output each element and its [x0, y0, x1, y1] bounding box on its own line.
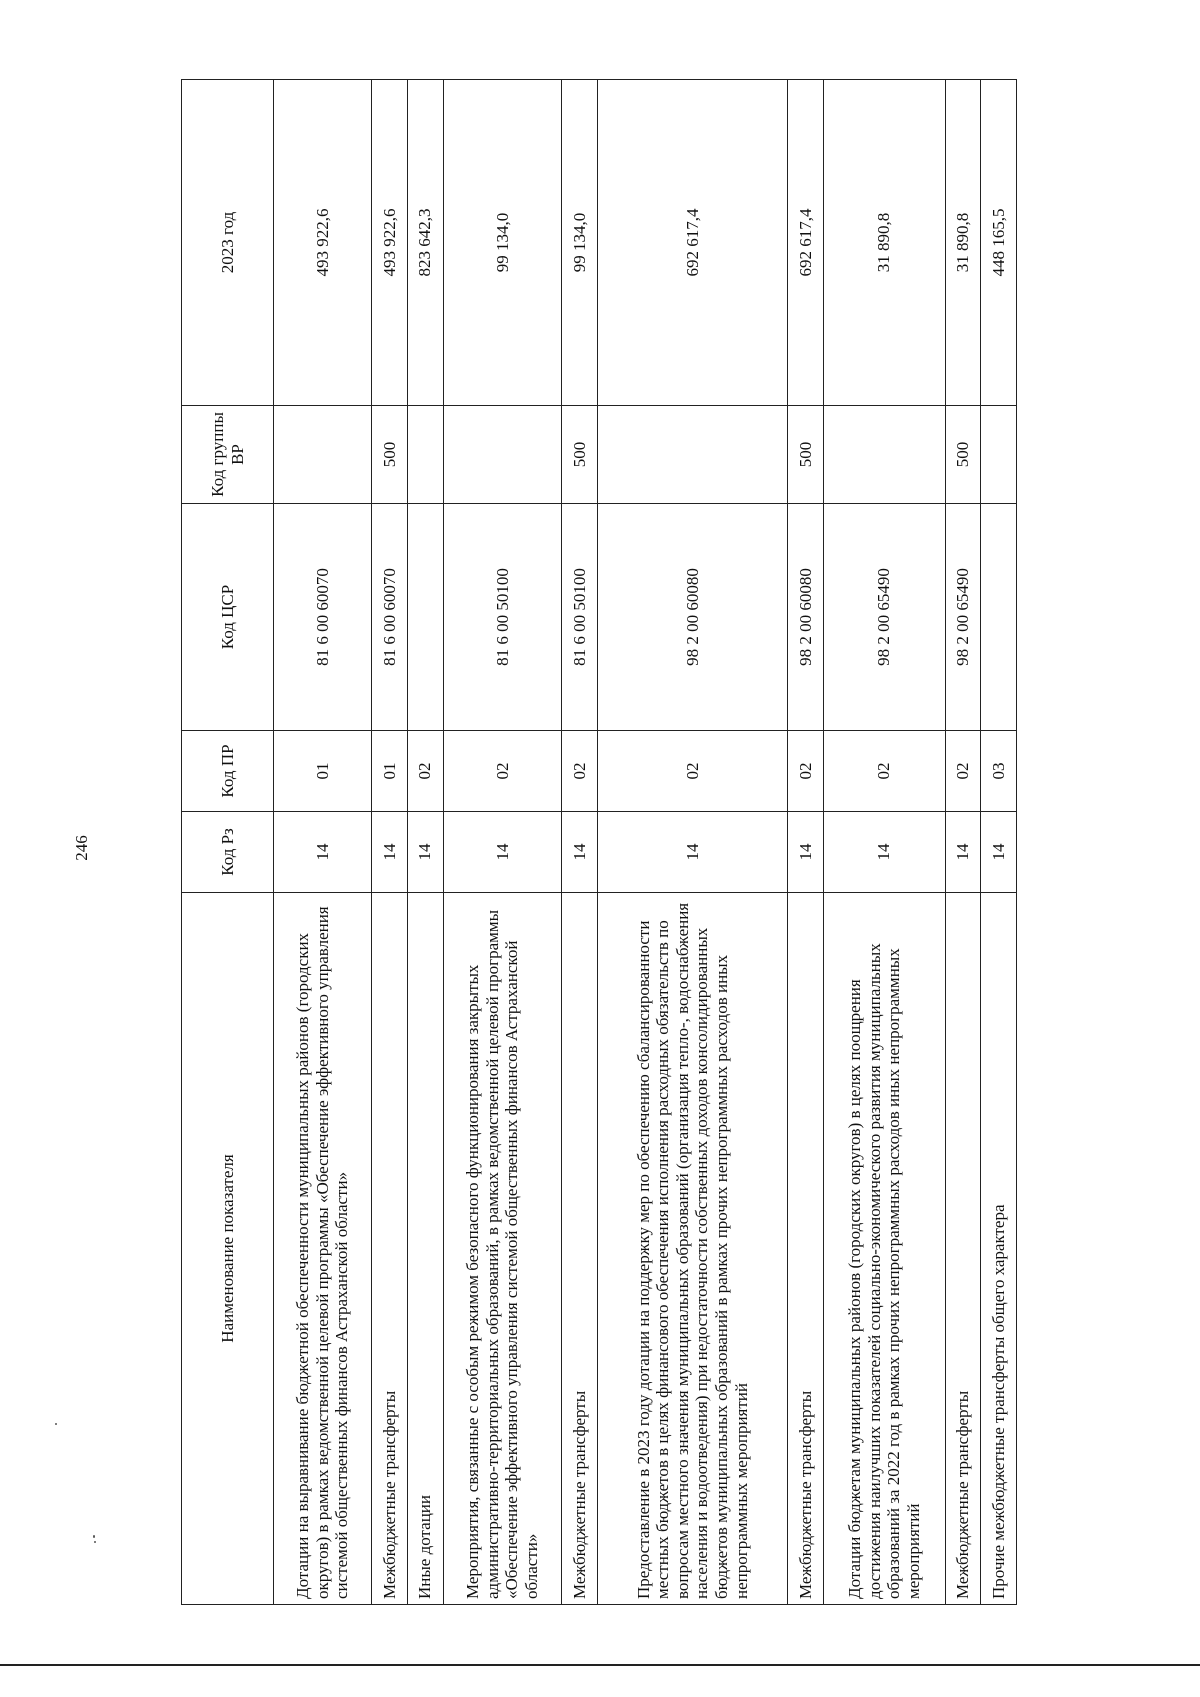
table-row — [597, 80, 787, 1605]
cell-csr: 98 2 00 60080 — [787, 504, 823, 731]
table-row — [372, 80, 408, 1605]
cell-vr — [443, 406, 562, 504]
cell-pr: 02 — [443, 731, 562, 812]
cell-vr — [407, 406, 443, 504]
cell-rz: 14 — [945, 812, 981, 893]
cell-csr: 81 6 00 50100 — [562, 504, 598, 731]
cell-sum: 823 642,3 — [407, 80, 443, 406]
cell-csr: 81 6 00 60070 — [274, 504, 372, 731]
table-row — [787, 80, 823, 1605]
header-sum: 2023 год — [182, 80, 274, 406]
scan-speck — [94, 1541, 96, 1543]
table-row — [945, 80, 981, 1605]
cell-sum: 448 165,5 — [981, 80, 1017, 406]
cell-vr: 500 — [562, 406, 598, 504]
cell-pr: 02 — [787, 731, 823, 812]
cell-sum: 493 922,6 — [274, 80, 372, 406]
cell-csr — [407, 504, 443, 731]
cell-sum: 99 134,0 — [443, 80, 562, 406]
cell-name: Межбюджетные трансферты — [945, 893, 981, 1605]
cell-rz: 14 — [407, 812, 443, 893]
cell-pr: 01 — [372, 731, 408, 812]
scan-speck — [55, 1423, 57, 1425]
cell-pr: 02 — [945, 731, 981, 812]
cell-name: Прочие межбюджетные трансферты общего характера — [981, 893, 1017, 1605]
cell-rz: 14 — [787, 812, 823, 893]
cell-rz: 14 — [981, 812, 1017, 893]
page-number: 246 — [72, 835, 91, 861]
cell-pr: 02 — [823, 731, 945, 812]
table-row — [443, 80, 562, 1605]
cell-pr: 01 — [274, 731, 372, 812]
cell-name: Дотации бюджетам муниципальных районов (городских округов) в целях поощрения достижения наилучших показателей социально-экономического развития муниципальных образований за 2022 год в рамках прочих непрограммных расходов иных непрограммных мероприятий — [823, 893, 945, 1605]
cell-name: Межбюджетные трансферты — [562, 893, 598, 1605]
cell-rz: 14 — [562, 812, 598, 893]
table-row — [407, 80, 443, 1605]
cell-sum: 31 890,8 — [945, 80, 981, 406]
cell-csr: 81 6 00 50100 — [443, 504, 562, 731]
cell-vr — [823, 406, 945, 504]
cell-name: Предоставление в 2023 году дотации на поддержку мер по обеспечению сбалансированности местных бюджетов в целях финансового обеспечения исполнения расходных обязательств по вопросам местного значения муниципальных образований (организация тепло-, водоснабжения населения и водоотведения) при недостаточности собственных доходов консолидированных бюджетов муниципальных образований в рамках прочих непрограммных расходов иных непрограммных мероприятий — [597, 893, 787, 1605]
cell-vr: 500 — [945, 406, 981, 504]
cell-name: Мероприятия, связанные с особым режимом безопасного функционирования закрытых административно-территориальных образований, в рамках ведомственной целевой программы «Обеспечение эффективного управления системой общественных финансов Астраханской области» — [443, 893, 562, 1605]
table-row — [981, 80, 1017, 1605]
cell-csr: 98 2 00 60080 — [597, 504, 787, 731]
cell-pr: 02 — [407, 731, 443, 812]
cell-sum: 692 617,4 — [787, 80, 823, 406]
cell-rz: 14 — [823, 812, 945, 893]
table-row — [562, 80, 598, 1605]
cell-csr: 98 2 00 65490 — [945, 504, 981, 731]
cell-vr: 500 — [372, 406, 408, 504]
budget-table — [181, 79, 1017, 1605]
cell-rz: 14 — [372, 812, 408, 893]
header-name: Наименование показателя — [182, 893, 274, 1605]
bottom-rule — [0, 1664, 1200, 1666]
header-csr: Код ЦСР — [182, 504, 274, 731]
cell-name: Иные дотации — [407, 893, 443, 1605]
cell-csr — [981, 504, 1017, 731]
cell-rz: 14 — [597, 812, 787, 893]
cell-vr: 500 — [787, 406, 823, 504]
cell-vr — [597, 406, 787, 504]
table-header-row — [182, 80, 274, 1605]
scan-speck — [93, 1535, 95, 1538]
header-vr: Код группы ВР — [182, 406, 274, 504]
cell-rz: 14 — [443, 812, 562, 893]
cell-pr: 03 — [981, 731, 1017, 812]
cell-vr — [274, 406, 372, 504]
cell-csr: 81 6 00 60070 — [372, 504, 408, 731]
cell-vr — [981, 406, 1017, 504]
table-row — [823, 80, 945, 1605]
table-row — [274, 80, 372, 1605]
cell-pr: 02 — [597, 731, 787, 812]
cell-pr: 02 — [562, 731, 598, 812]
cell-name: Межбюджетные трансферты — [787, 893, 823, 1605]
cell-sum: 99 134,0 — [562, 80, 598, 406]
cell-sum: 31 890,8 — [823, 80, 945, 406]
cell-csr: 98 2 00 65490 — [823, 504, 945, 731]
cell-sum: 493 922,6 — [372, 80, 408, 406]
cell-name: Межбюджетные трансферты — [372, 893, 408, 1605]
header-rz: Код Рз — [182, 812, 274, 893]
header-pr: Код ПР — [182, 731, 274, 812]
cell-name: Дотации на выравнивание бюджетной обеспеченности муниципальных районов (городских округов) в рамках ведомственной целевой программы «Обеспечение эффективного управления системой общественных финансов Астраханской области» — [274, 893, 372, 1605]
cell-rz: 14 — [274, 812, 372, 893]
rotated-table-container — [181, 80, 1017, 1605]
cell-sum: 692 617,4 — [597, 80, 787, 406]
